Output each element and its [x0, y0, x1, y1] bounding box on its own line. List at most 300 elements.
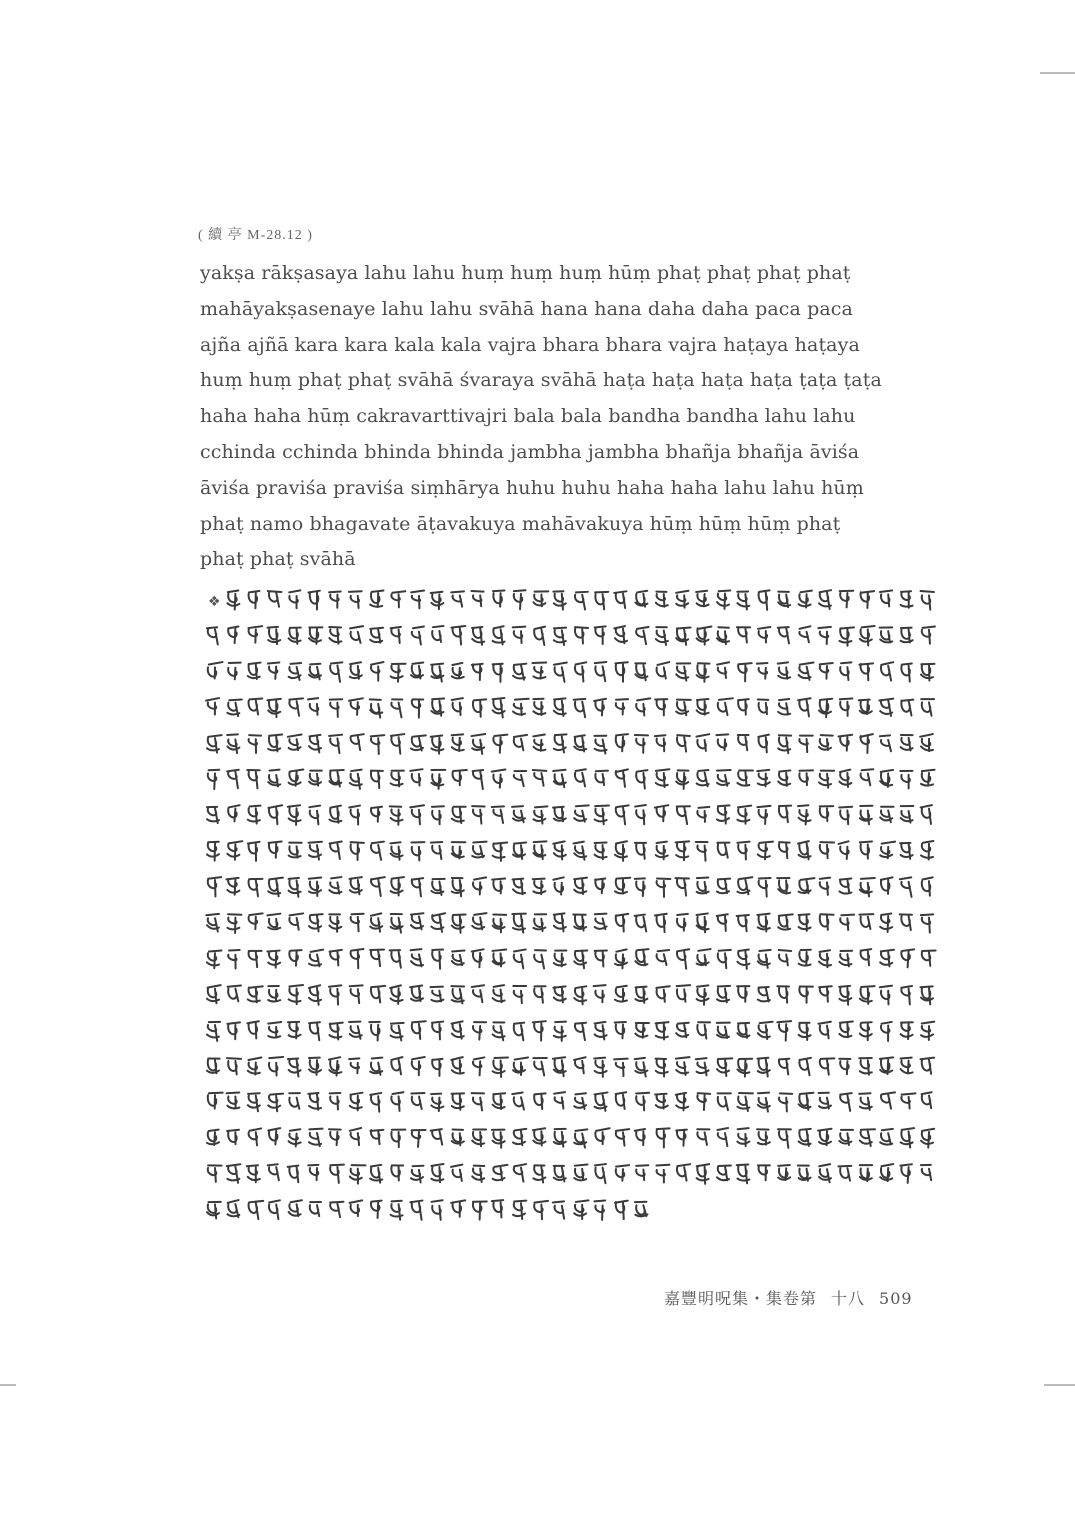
siddham-glyph [616, 1130, 629, 1147]
siddham-glyph [248, 806, 261, 824]
siddham-glyph [533, 734, 545, 750]
siddham-glyph [676, 663, 690, 680]
siddham-glyph [636, 771, 647, 789]
siddham-glyph [329, 1130, 341, 1146]
siddham-glyph [288, 1058, 301, 1076]
siddham-glyph [268, 734, 282, 751]
siddham-glyph [819, 986, 832, 1002]
siddham-glyph [452, 698, 463, 715]
siddham-glyph [249, 879, 263, 896]
siddham-glyph [411, 1166, 423, 1183]
siddham-glyph [268, 1094, 283, 1112]
siddham-glyph [330, 1165, 344, 1183]
siddham-glyph [350, 1128, 361, 1145]
siddham-glyph [309, 806, 320, 825]
siddham-glyph [534, 1201, 548, 1219]
siddham-glyph [901, 986, 912, 1004]
siddham-glyph [472, 664, 483, 680]
siddham-glyph [778, 1130, 791, 1149]
siddham-glyph [472, 1094, 485, 1111]
scan-edge-mark [0, 1384, 16, 1386]
siddham-glyph [309, 664, 321, 680]
siddham-glyph [594, 698, 606, 715]
siddham-glyph [573, 915, 586, 931]
siddham-glyph [411, 662, 423, 678]
siddham-glyph [227, 734, 239, 753]
siddham-glyph [268, 1128, 280, 1144]
siddham-glyph [921, 1129, 934, 1148]
siddham-glyph [248, 1057, 262, 1074]
siddham-glyph [799, 591, 812, 608]
siddham-glyph [861, 770, 874, 786]
siddham-glyph [594, 1201, 605, 1220]
siddham-glyph [840, 662, 851, 680]
siddham-glyph [289, 985, 303, 1004]
siddham-glyph [615, 949, 627, 968]
siddham-glyph [880, 1164, 893, 1181]
siddham-glyph [879, 698, 893, 715]
siddham-glyph [921, 770, 935, 786]
siddham-glyph [534, 1094, 545, 1110]
siddham-glyph [208, 662, 223, 678]
siddham-glyph [534, 986, 545, 1003]
siddham-glyph [635, 663, 647, 680]
siddham-glyph [350, 985, 363, 1003]
siddham-glyph [757, 1130, 770, 1145]
siddham-glyph [922, 1093, 932, 1109]
siddham-glyph [412, 699, 423, 717]
siddham-glyph [351, 842, 364, 860]
siddham-glyph [901, 663, 911, 681]
siddham-glyph [778, 914, 793, 929]
siddham-glyph [412, 878, 423, 896]
siddham-glyph [513, 879, 525, 895]
siddham-glyph [371, 986, 385, 1003]
siddham-glyph [329, 592, 341, 608]
siddham-glyph [574, 699, 586, 717]
siddham-glyph [574, 950, 587, 968]
siddham-glyph [514, 1022, 524, 1040]
siddham-glyph [820, 806, 834, 821]
siddham-glyph [635, 879, 645, 897]
siddham-glyph [737, 591, 749, 609]
siddham-glyph [716, 734, 728, 750]
siddham-glyph [819, 1093, 831, 1109]
siddham-glyph [554, 734, 567, 752]
siddham-glyph [249, 1129, 262, 1146]
siddham-glyph [799, 950, 811, 966]
siddham-glyph [349, 1021, 362, 1038]
siddham-glyph [289, 663, 302, 680]
siddham-glyph [655, 699, 667, 715]
siddham-glyph [534, 950, 546, 968]
siddham-glyph [390, 843, 402, 860]
siddham-glyph [513, 698, 529, 714]
siddham-glyph [921, 841, 933, 859]
siddham-glyph [676, 842, 690, 861]
siddham-glyph [227, 1058, 241, 1074]
scan-edge-mark [1040, 72, 1075, 74]
siddham-glyph [493, 590, 504, 606]
siddham-glyph [249, 698, 263, 714]
siddham-line [200, 905, 940, 941]
siddham-glyph [227, 770, 239, 788]
siddham-glyph [820, 878, 830, 895]
siddham-glyph [391, 591, 405, 607]
siddham-glyph [635, 1202, 648, 1217]
siddham-glyph [920, 986, 933, 1004]
siddham-glyph [351, 949, 364, 968]
siddham-glyph [616, 1165, 629, 1181]
siddham-glyph [635, 591, 647, 607]
siddham-glyph [859, 1058, 872, 1075]
siddham-glyph [208, 877, 221, 896]
siddham-glyph [717, 986, 730, 1002]
siddham-glyph [616, 770, 628, 788]
siddham-glyph [493, 1057, 508, 1076]
siddham-glyph [289, 627, 301, 643]
siddham-glyph [514, 1164, 526, 1182]
siddham-glyph [820, 842, 834, 858]
siddham-glyph [777, 878, 790, 894]
siddham-glyph [900, 843, 913, 859]
siddham-glyph [737, 949, 749, 968]
siddham-glyph [330, 1202, 343, 1217]
siddham-glyph [451, 626, 465, 644]
siddham-glyph [390, 985, 402, 1003]
siddham-glyph [718, 1094, 731, 1111]
siddham-glyph [227, 590, 239, 609]
siddham-glyph [839, 807, 852, 825]
siddham-glyph [798, 1166, 811, 1181]
siddham-glyph [329, 1022, 342, 1039]
siddham-glyph [799, 771, 813, 786]
siddham-glyph [309, 771, 322, 786]
romanized-line: cchinda cchinda bhinda bhinda jambha jambha bhañja bhañja āviśa [200, 440, 860, 463]
siddham-glyph [737, 1023, 749, 1038]
siddham-line [200, 797, 940, 833]
siddham-glyph [697, 1022, 710, 1038]
siddham-glyph [921, 914, 933, 932]
siddham-glyph [471, 591, 483, 606]
siddham-glyph [268, 986, 280, 1002]
siddham-glyph [410, 806, 424, 825]
siddham-glyph [391, 1023, 404, 1041]
siddham-glyph [656, 592, 668, 607]
siddham-glyph [818, 627, 831, 644]
siddham-glyph [840, 591, 854, 608]
siddham-glyph [514, 771, 526, 786]
siddham-glyph [615, 878, 630, 894]
siddham-glyph [838, 1166, 851, 1181]
siddham-glyph [289, 1130, 301, 1147]
siddham-glyph [208, 770, 220, 789]
siddham-glyph [779, 1094, 792, 1112]
siddham-glyph [370, 1130, 383, 1144]
siddham-glyph [412, 1021, 426, 1039]
siddham-glyph [269, 1057, 283, 1075]
siddham-glyph [594, 735, 606, 753]
siddham-glyph [859, 699, 872, 714]
siddham-glyph [635, 986, 647, 1002]
siddham-glyph [432, 626, 443, 642]
siddham-glyph [696, 842, 708, 861]
siddham-glyph [839, 879, 851, 894]
siddham-glyph [574, 806, 589, 822]
siddham-glyph [921, 591, 934, 610]
siddham-glyph [533, 1021, 546, 1040]
siddham-glyph [920, 1057, 934, 1073]
siddham-glyph [391, 1057, 402, 1074]
siddham-glyph [247, 1021, 258, 1038]
siddham-glyph [513, 843, 526, 860]
siddham-glyph [677, 1164, 690, 1181]
siddham-glyph [636, 1165, 648, 1180]
siddham-glyph [309, 985, 321, 1004]
siddham-line [200, 1084, 940, 1120]
siddham-glyph [412, 626, 424, 644]
siddham-glyph [431, 770, 445, 789]
siddham-glyph [655, 914, 667, 932]
siddham-glyph [268, 627, 281, 644]
siddham-line [200, 941, 940, 977]
siddham-glyph [350, 1165, 366, 1184]
siddham-glyph [738, 663, 752, 681]
siddham-glyph [677, 949, 689, 968]
siddham-glyph [553, 842, 566, 860]
siddham-glyph [922, 878, 933, 896]
siddham-glyph [493, 1165, 508, 1181]
siddham-glyph [267, 914, 280, 930]
siddham-glyph [759, 590, 770, 609]
siddham-glyph [553, 1057, 566, 1076]
siddham-glyph [330, 1093, 341, 1110]
siddham-glyph [901, 949, 914, 967]
siddham-glyph [514, 734, 527, 749]
siddham-glyph [309, 627, 322, 643]
siddham-glyph [839, 770, 851, 787]
siddham-glyph [717, 771, 731, 787]
siddham-glyph [717, 662, 729, 678]
siddham-glyph [718, 950, 731, 968]
siddham-glyph [901, 806, 914, 823]
siddham-glyph [778, 627, 789, 643]
siddham-glyph [575, 1022, 586, 1039]
siddham-glyph [758, 1021, 773, 1038]
siddham-glyph [533, 771, 547, 787]
siddham-glyph [329, 734, 342, 752]
siddham-glyph [778, 699, 790, 714]
siddham-glyph [595, 1022, 607, 1040]
siddham-glyph [859, 1094, 872, 1111]
siddham-glyph [881, 662, 893, 680]
siddham-glyph [410, 985, 423, 1001]
siddham-glyph [391, 877, 404, 895]
siddham-glyph [309, 950, 323, 967]
siddham-glyph [228, 806, 239, 822]
siddham-glyph [329, 806, 341, 823]
siddham-glyph [860, 986, 875, 1004]
siddham-glyph [492, 1130, 505, 1148]
siddham-glyph [615, 986, 627, 1002]
siddham-glyph [208, 1166, 222, 1182]
siddham-glyph [675, 878, 688, 896]
siddham-glyph [431, 879, 444, 895]
siddham-glyph [737, 1129, 749, 1147]
siddham-glyph [819, 698, 832, 716]
siddham-glyph [616, 1093, 627, 1110]
siddham-glyph [697, 1130, 709, 1146]
siddham-glyph [717, 1166, 731, 1181]
siddham-glyph [492, 879, 505, 894]
romanized-line: phaṭ phaṭ svāhā [200, 548, 356, 571]
siddham-glyph [411, 591, 424, 609]
siddham-glyph [330, 842, 342, 859]
siddham-glyph [432, 1200, 443, 1220]
siddham-glyph [432, 949, 443, 968]
siddham-glyph [595, 592, 608, 609]
siddham-glyph [308, 1093, 321, 1110]
siddham-glyph [329, 877, 341, 894]
siddham-glyph [554, 698, 566, 716]
siddham-glyph [859, 914, 873, 929]
siddham-glyph [473, 699, 486, 716]
siddham-glyph [228, 662, 240, 679]
siddham-glyph [880, 1129, 893, 1145]
siddham-glyph [227, 1164, 241, 1183]
siddham-line [200, 690, 940, 726]
siddham-glyph [697, 699, 709, 715]
siddham-glyph [921, 1021, 934, 1039]
siddham-glyph [289, 1200, 302, 1216]
siddham-glyph [227, 914, 241, 933]
siddham-glyph [269, 842, 282, 858]
siddham-glyph [493, 843, 508, 861]
siddham-glyph [901, 735, 913, 750]
siddham-glyph [390, 950, 401, 968]
siddham-glyph [206, 698, 219, 714]
siddham-glyph [696, 734, 709, 751]
siddham-glyph [860, 1130, 875, 1147]
siddham-glyph [697, 985, 709, 1004]
siddham-glyph [574, 842, 587, 860]
siddham-glyph [799, 986, 813, 1002]
siddham-glyph [697, 807, 709, 822]
siddham-glyph [288, 734, 302, 750]
siddham-glyph [553, 591, 565, 609]
siddham-glyph [350, 626, 363, 643]
siddham-glyph [737, 986, 749, 1002]
siddham-glyph [696, 591, 709, 606]
siddham-glyph [452, 1130, 464, 1146]
siddham-glyph [799, 1093, 814, 1110]
siddham-glyph [778, 592, 790, 607]
siddham-glyph [676, 1093, 688, 1110]
siddham-glyph [228, 950, 239, 968]
siddham-glyph [472, 627, 484, 645]
siddham-glyph [901, 1128, 915, 1147]
siddham-glyph [799, 914, 811, 931]
siddham-glyph [513, 1201, 526, 1219]
siddham-glyph [309, 914, 323, 931]
siddham-glyph [554, 628, 566, 645]
siddham-glyph [411, 1093, 424, 1109]
siddham-glyph [533, 807, 547, 824]
siddham-glyph [860, 1165, 872, 1181]
siddham-glyph [758, 987, 770, 1001]
siddham-glyph [697, 626, 712, 644]
siddham-glyph [656, 986, 669, 1002]
siddham-glyph [268, 1164, 279, 1180]
siddham-glyph [554, 662, 567, 681]
siddham-glyph [207, 842, 219, 861]
siddham-glyph [900, 1165, 912, 1184]
siddham-glyph [656, 1165, 669, 1183]
siddham-glyph [777, 986, 789, 1002]
siddham-glyph [533, 1058, 547, 1075]
siddham-glyph [616, 914, 628, 932]
siddham-glyph [778, 735, 791, 753]
siddham-glyph [452, 1094, 465, 1110]
siddham-glyph [839, 842, 849, 860]
siddham-glyph [676, 1130, 687, 1146]
siddham-glyph [249, 591, 260, 608]
siddham-glyph [329, 1057, 342, 1075]
siddham-glyph [718, 698, 733, 715]
siddham-glyph [289, 913, 303, 929]
siddham-glyph [594, 1057, 606, 1076]
siddham-glyph [759, 878, 771, 897]
siddham-glyph [329, 627, 341, 644]
siddham-glyph [411, 913, 424, 929]
siddham-glyph [696, 913, 708, 932]
siddham-glyph [473, 1022, 486, 1039]
siddham-glyph [412, 1130, 426, 1147]
siddham-glyph [799, 662, 814, 679]
siddham-glyph [330, 699, 343, 717]
siddham-glyph [881, 1093, 895, 1109]
siddham-glyph [492, 1200, 503, 1217]
siddham-glyph [616, 699, 628, 714]
siddham-glyph [412, 1057, 425, 1075]
siddham-glyph [492, 949, 506, 966]
siddham-glyph [533, 879, 546, 895]
siddham-glyph [595, 662, 607, 681]
siddham-glyph [513, 1129, 526, 1145]
siddham-glyph [207, 1022, 220, 1041]
siddham-glyph [595, 806, 609, 825]
siddham-glyph [533, 591, 548, 606]
siddham-line [200, 977, 940, 1013]
siddham-glyph [880, 735, 891, 751]
siddham-glyph [757, 806, 770, 824]
siddham-glyph [513, 663, 526, 679]
siddham-glyph [717, 1058, 732, 1076]
siddham-glyph [493, 1094, 506, 1110]
siddham-glyph [370, 628, 383, 643]
siddham-glyph [575, 770, 586, 787]
siddham-glyph [838, 734, 852, 750]
siddham-glyph [839, 951, 852, 967]
siddham-glyph [861, 949, 872, 965]
siddham-glyph [267, 950, 280, 967]
siddham-line [200, 618, 940, 654]
siddham-glyph [697, 663, 710, 681]
siddham-glyph [269, 1200, 280, 1219]
siddham-glyph [676, 591, 688, 608]
siddham-glyph [532, 662, 546, 678]
siddham-glyph [595, 626, 606, 644]
